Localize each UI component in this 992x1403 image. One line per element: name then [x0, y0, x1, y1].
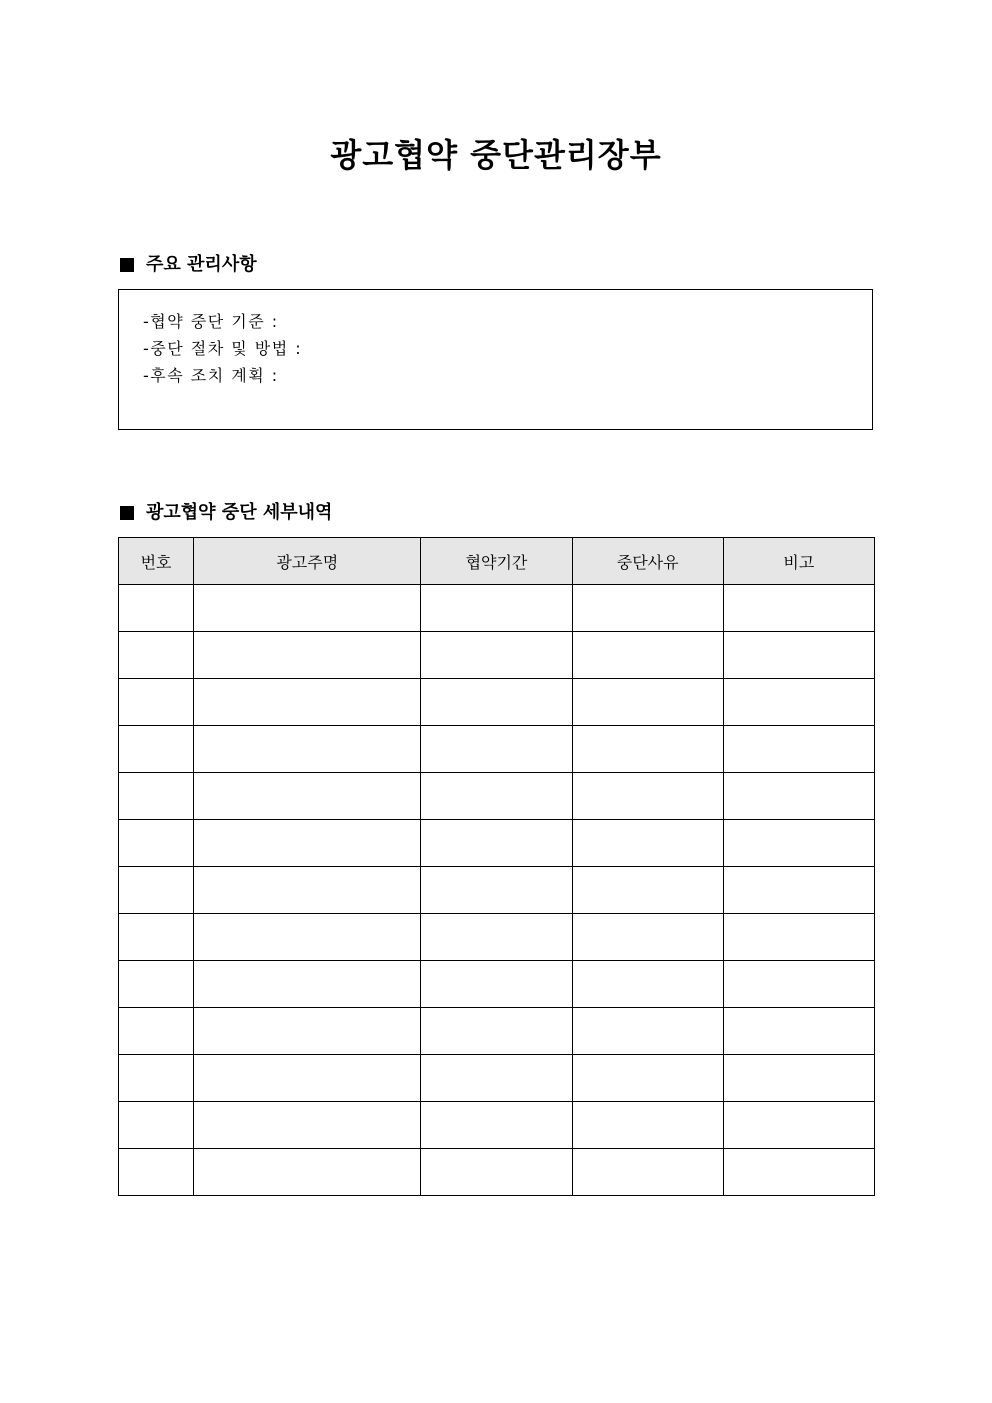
- cell-advertiser[interactable]: [194, 726, 421, 773]
- cell-number[interactable]: [119, 1102, 194, 1149]
- section-heading-management: [118, 252, 257, 278]
- cell-reason[interactable]: [572, 679, 723, 726]
- cell-reason[interactable]: [572, 1008, 723, 1055]
- cell-advertiser[interactable]: [194, 820, 421, 867]
- cell-remarks[interactable]: [723, 773, 874, 820]
- section-heading-details: [118, 500, 332, 526]
- cell-period[interactable]: [421, 914, 572, 961]
- table-row: [119, 914, 875, 961]
- cell-reason[interactable]: [572, 726, 723, 773]
- cell-advertiser[interactable]: [194, 632, 421, 679]
- cell-number[interactable]: [119, 914, 194, 961]
- cell-number[interactable]: [119, 1008, 194, 1055]
- cell-period[interactable]: [421, 773, 572, 820]
- column-header-number: 번호: [119, 538, 194, 585]
- cell-advertiser[interactable]: [194, 773, 421, 820]
- cell-period[interactable]: [421, 820, 572, 867]
- cell-number[interactable]: [119, 867, 194, 914]
- cell-remarks[interactable]: [723, 1149, 874, 1196]
- black-square-icon: [120, 258, 134, 272]
- cell-remarks[interactable]: [723, 726, 874, 773]
- cell-reason[interactable]: [572, 773, 723, 820]
- note-followup: -후속 조치 계획 :: [143, 366, 279, 385]
- table-row: [119, 1149, 875, 1196]
- cell-number[interactable]: [119, 726, 194, 773]
- cell-reason[interactable]: [572, 914, 723, 961]
- table-row: [119, 961, 875, 1008]
- table-row: [119, 867, 875, 914]
- section-heading-label: 주요 관리사항: [146, 254, 257, 275]
- cell-period[interactable]: [421, 867, 572, 914]
- cell-period[interactable]: [421, 726, 572, 773]
- cell-period[interactable]: [421, 1102, 572, 1149]
- cell-period[interactable]: [421, 1008, 572, 1055]
- black-square-icon: [120, 506, 134, 520]
- cell-advertiser[interactable]: [194, 1149, 421, 1196]
- cell-number[interactable]: [119, 585, 194, 632]
- cell-advertiser[interactable]: [194, 585, 421, 632]
- cell-remarks[interactable]: [723, 867, 874, 914]
- cell-period[interactable]: [421, 679, 572, 726]
- cell-number[interactable]: [119, 679, 194, 726]
- table-body: [119, 585, 875, 1196]
- table-row: [119, 773, 875, 820]
- cell-number[interactable]: [119, 773, 194, 820]
- cell-number[interactable]: [119, 632, 194, 679]
- cell-remarks[interactable]: [723, 961, 874, 1008]
- cell-remarks[interactable]: [723, 1055, 874, 1102]
- cell-period[interactable]: [421, 1055, 572, 1102]
- cell-remarks[interactable]: [723, 632, 874, 679]
- cell-remarks[interactable]: [723, 585, 874, 632]
- column-header-reason: 중단사유: [572, 538, 723, 585]
- cell-advertiser[interactable]: [194, 961, 421, 1008]
- cell-advertiser[interactable]: [194, 1055, 421, 1102]
- cell-remarks[interactable]: [723, 1102, 874, 1149]
- cell-remarks[interactable]: [723, 1008, 874, 1055]
- cell-number[interactable]: [119, 820, 194, 867]
- cell-advertiser[interactable]: [194, 867, 421, 914]
- cell-advertiser[interactable]: [194, 679, 421, 726]
- note-criteria: -협약 중단 기준 :: [143, 312, 279, 331]
- cell-advertiser[interactable]: [194, 1008, 421, 1055]
- cell-number[interactable]: [119, 1055, 194, 1102]
- cell-period[interactable]: [421, 632, 572, 679]
- cell-period[interactable]: [421, 1149, 572, 1196]
- cell-remarks[interactable]: [723, 679, 874, 726]
- cell-number[interactable]: [119, 961, 194, 1008]
- table-row: [119, 679, 875, 726]
- column-header-remarks: 비고: [723, 538, 874, 585]
- cell-reason[interactable]: [572, 961, 723, 1008]
- termination-details-table: [118, 537, 875, 1196]
- table-row: [119, 726, 875, 773]
- cell-reason[interactable]: [572, 867, 723, 914]
- page-title: 광고협약 중단관리장부: [330, 136, 662, 174]
- cell-reason[interactable]: [572, 1055, 723, 1102]
- note-procedure: -중단 절차 및 방법 :: [143, 339, 303, 358]
- table-row: [119, 820, 875, 867]
- table-row: [119, 585, 875, 632]
- cell-advertiser[interactable]: [194, 914, 421, 961]
- cell-reason[interactable]: [572, 1102, 723, 1149]
- section-heading-label: 광고협약 중단 세부내역: [146, 502, 333, 523]
- column-header-advertiser: 광고주명: [194, 538, 421, 585]
- table-header-row: [119, 538, 875, 585]
- cell-number[interactable]: [119, 1149, 194, 1196]
- column-header-period: 협약기간: [421, 538, 572, 585]
- cell-remarks[interactable]: [723, 820, 874, 867]
- table-row: [119, 1008, 875, 1055]
- table-row: [119, 1102, 875, 1149]
- cell-remarks[interactable]: [723, 914, 874, 961]
- cell-period[interactable]: [421, 585, 572, 632]
- cell-period[interactable]: [421, 961, 572, 1008]
- cell-reason[interactable]: [572, 585, 723, 632]
- cell-reason[interactable]: [572, 820, 723, 867]
- cell-reason[interactable]: [572, 1149, 723, 1196]
- cell-reason[interactable]: [572, 632, 723, 679]
- table-row: [119, 1055, 875, 1102]
- table-row: [119, 632, 875, 679]
- cell-advertiser[interactable]: [194, 1102, 421, 1149]
- management-notes-box: [118, 289, 873, 430]
